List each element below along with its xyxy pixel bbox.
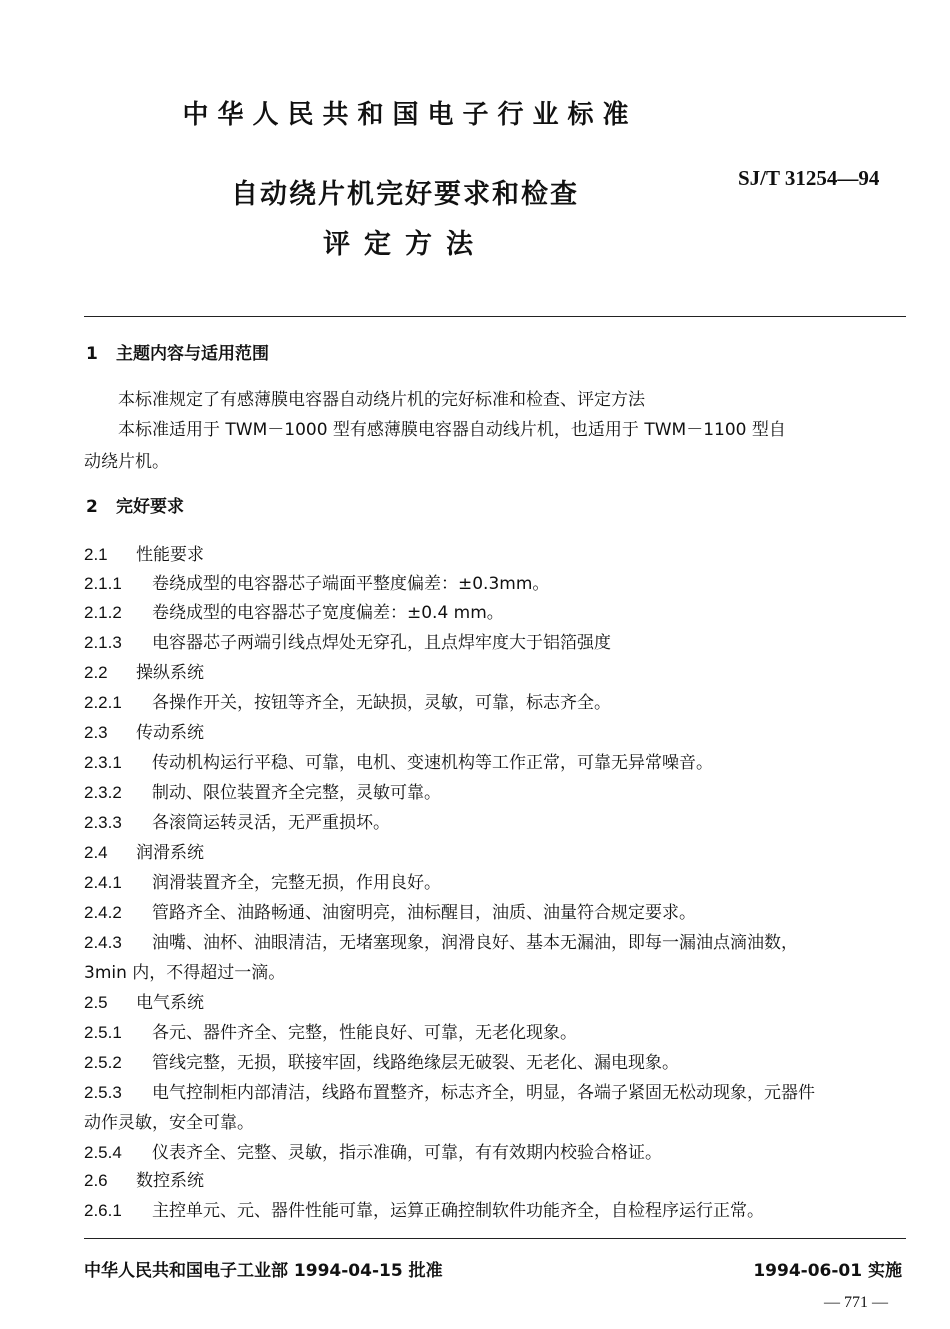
section-2-title: 完好要求 [116, 497, 184, 517]
document-title-line2: 评定方法 [323, 229, 487, 260]
standard-code: SJ/T 31254—94 [738, 166, 880, 190]
requirement-text: 各元、器件齐全、完整，性能良好、可靠，无老化现象。 [152, 1023, 577, 1043]
requirement-number: 2.5.1 [84, 1023, 122, 1042]
requirement-item [84, 628, 611, 653]
requirement-text: 各操作开关，按钮等齐全，无缺损，灵敏，可靠，标志齐全。 [152, 693, 611, 713]
requirement-number: 2.4.3 [84, 933, 122, 952]
requirement-item [84, 688, 611, 713]
requirement-text: 管线完整，无损，联接牢固，线路绝缘层无破裂、无老化、漏电现象。 [152, 1053, 679, 1073]
requirement-number: 2.3.1 [84, 753, 122, 772]
requirement-text: 润滑装置齐全，完整无损，作用良好。 [152, 873, 441, 893]
document-title: 自动绕片机完好要求和检查 [231, 179, 579, 210]
requirement-number: 2.5.2 [84, 1053, 122, 1072]
requirement-number: 2.1 [84, 545, 108, 564]
header-rule [84, 316, 906, 317]
section-1-heading [86, 339, 269, 364]
requirement-text: 各滚筒运转灵活，无严重损坏。 [152, 813, 390, 833]
requirement-text: 电容器芯子两端引线点焊处无穿孔，且点焊牢度大于铝箔强度 [152, 633, 611, 653]
requirement-number: 2.3 [84, 723, 108, 742]
requirement-item [84, 598, 504, 623]
requirement-number: 2.1.2 [84, 603, 122, 622]
requirement-continuation: 3min 内，不得超过一滴。 [84, 963, 286, 983]
page-number: — 771 — [824, 1294, 888, 1311]
section-1-number: 1 [86, 344, 98, 364]
section-1-title: 主题内容与适用范围 [116, 344, 269, 364]
requirement-item [84, 1166, 204, 1191]
requirement-continuation: 动作灵敏，安全可靠。 [84, 1113, 254, 1133]
requirement-text: 卷绕成型的电容器芯子宽度偏差：±0.4 mm。 [152, 603, 504, 623]
requirement-text: 制动、限位装置齐全完整，灵敏可靠。 [152, 783, 441, 803]
requirement-number: 2.1.3 [84, 633, 122, 652]
requirement-number: 2.6.1 [84, 1201, 122, 1220]
requirement-number: 2.4.2 [84, 903, 122, 922]
requirement-item [84, 748, 713, 773]
approval-line: 中华人民共和国电子工业部 1994-04-15 批准 [84, 1261, 443, 1281]
requirement-item [84, 868, 441, 893]
requirement-item [84, 988, 204, 1013]
requirement-number: 2.1.1 [84, 574, 122, 593]
requirement-number: 2.4.1 [84, 873, 122, 892]
requirement-item [84, 718, 204, 743]
requirement-item [84, 1048, 679, 1073]
standard-type-header: 中华人民共和国电子行业标准 [182, 100, 638, 130]
requirement-item [84, 1018, 577, 1043]
requirement-item [84, 1138, 662, 1163]
requirement-text: 主控单元、元、器件性能可靠，运算正确控制软件功能齐全，自检程序运行正常。 [152, 1201, 764, 1221]
requirement-item [84, 778, 441, 803]
requirement-number: 2.5 [84, 993, 108, 1012]
section-2-number: 2 [86, 497, 98, 517]
requirement-number: 2.3.3 [84, 813, 122, 832]
requirement-text: 润滑系统 [136, 843, 204, 863]
requirement-item [84, 1196, 764, 1221]
requirement-number: 2.4 [84, 843, 108, 862]
requirement-item [84, 928, 798, 953]
section-1-para-2: 本标准适用于 TWM－1000 型有感薄膜电容器自动线片机，也适用于 TWM－1100 型自 [118, 420, 786, 440]
requirement-number: 2.6 [84, 1171, 108, 1190]
section-2-heading [86, 492, 184, 517]
requirement-item [84, 540, 204, 565]
requirement-text: 电气系统 [136, 993, 204, 1013]
requirement-item [84, 1078, 815, 1103]
requirement-item [84, 808, 390, 833]
requirement-item [84, 569, 549, 594]
section-1-para-1: 本标准规定了有感薄膜电容器自动绕片机的完好标准和检查、评定方法 [118, 390, 645, 410]
requirement-text: 传动系统 [136, 723, 204, 743]
requirement-text: 管路齐全、油路畅通、油窗明亮，油标醒目，油质、油量符合规定要求。 [152, 903, 696, 923]
requirement-text: 性能要求 [136, 545, 204, 565]
requirement-number: 2.5.3 [84, 1083, 122, 1102]
requirement-text: 仪表齐全、完整、灵敏，指示准确，可靠，有有效期内校验合格证。 [152, 1143, 662, 1163]
requirement-text: 油嘴、油杯、油眼清洁，无堵塞现象，润滑良好、基本无漏油，即每一漏油点滴油数， [152, 933, 798, 953]
requirement-text: 卷绕成型的电容器芯子端面平整度偏差：±0.3mm。 [152, 574, 550, 594]
requirement-number: 2.2.1 [84, 693, 122, 712]
requirement-text: 数控系统 [136, 1171, 204, 1191]
footer-rule [84, 1238, 906, 1239]
requirement-item [84, 898, 696, 923]
requirement-number: 2.2 [84, 663, 108, 682]
requirement-number: 2.3.2 [84, 783, 122, 802]
section-1-para-2-cont: 动绕片机。 [84, 452, 169, 472]
requirement-text: 电气控制柜内部清洁，线路布置整齐，标志齐全，明显，各端子紧固无松动现象，元器件 [152, 1083, 815, 1103]
requirement-item [84, 658, 204, 683]
requirement-item [84, 838, 204, 863]
requirement-number: 2.5.4 [84, 1143, 122, 1162]
requirement-text: 传动机构运行平稳、可靠，电机、变速机构等工作正常，可靠无异常噪音。 [152, 753, 713, 773]
requirement-text: 操纵系统 [136, 663, 204, 683]
effective-date: 1994-06-01 实施 [753, 1261, 902, 1281]
